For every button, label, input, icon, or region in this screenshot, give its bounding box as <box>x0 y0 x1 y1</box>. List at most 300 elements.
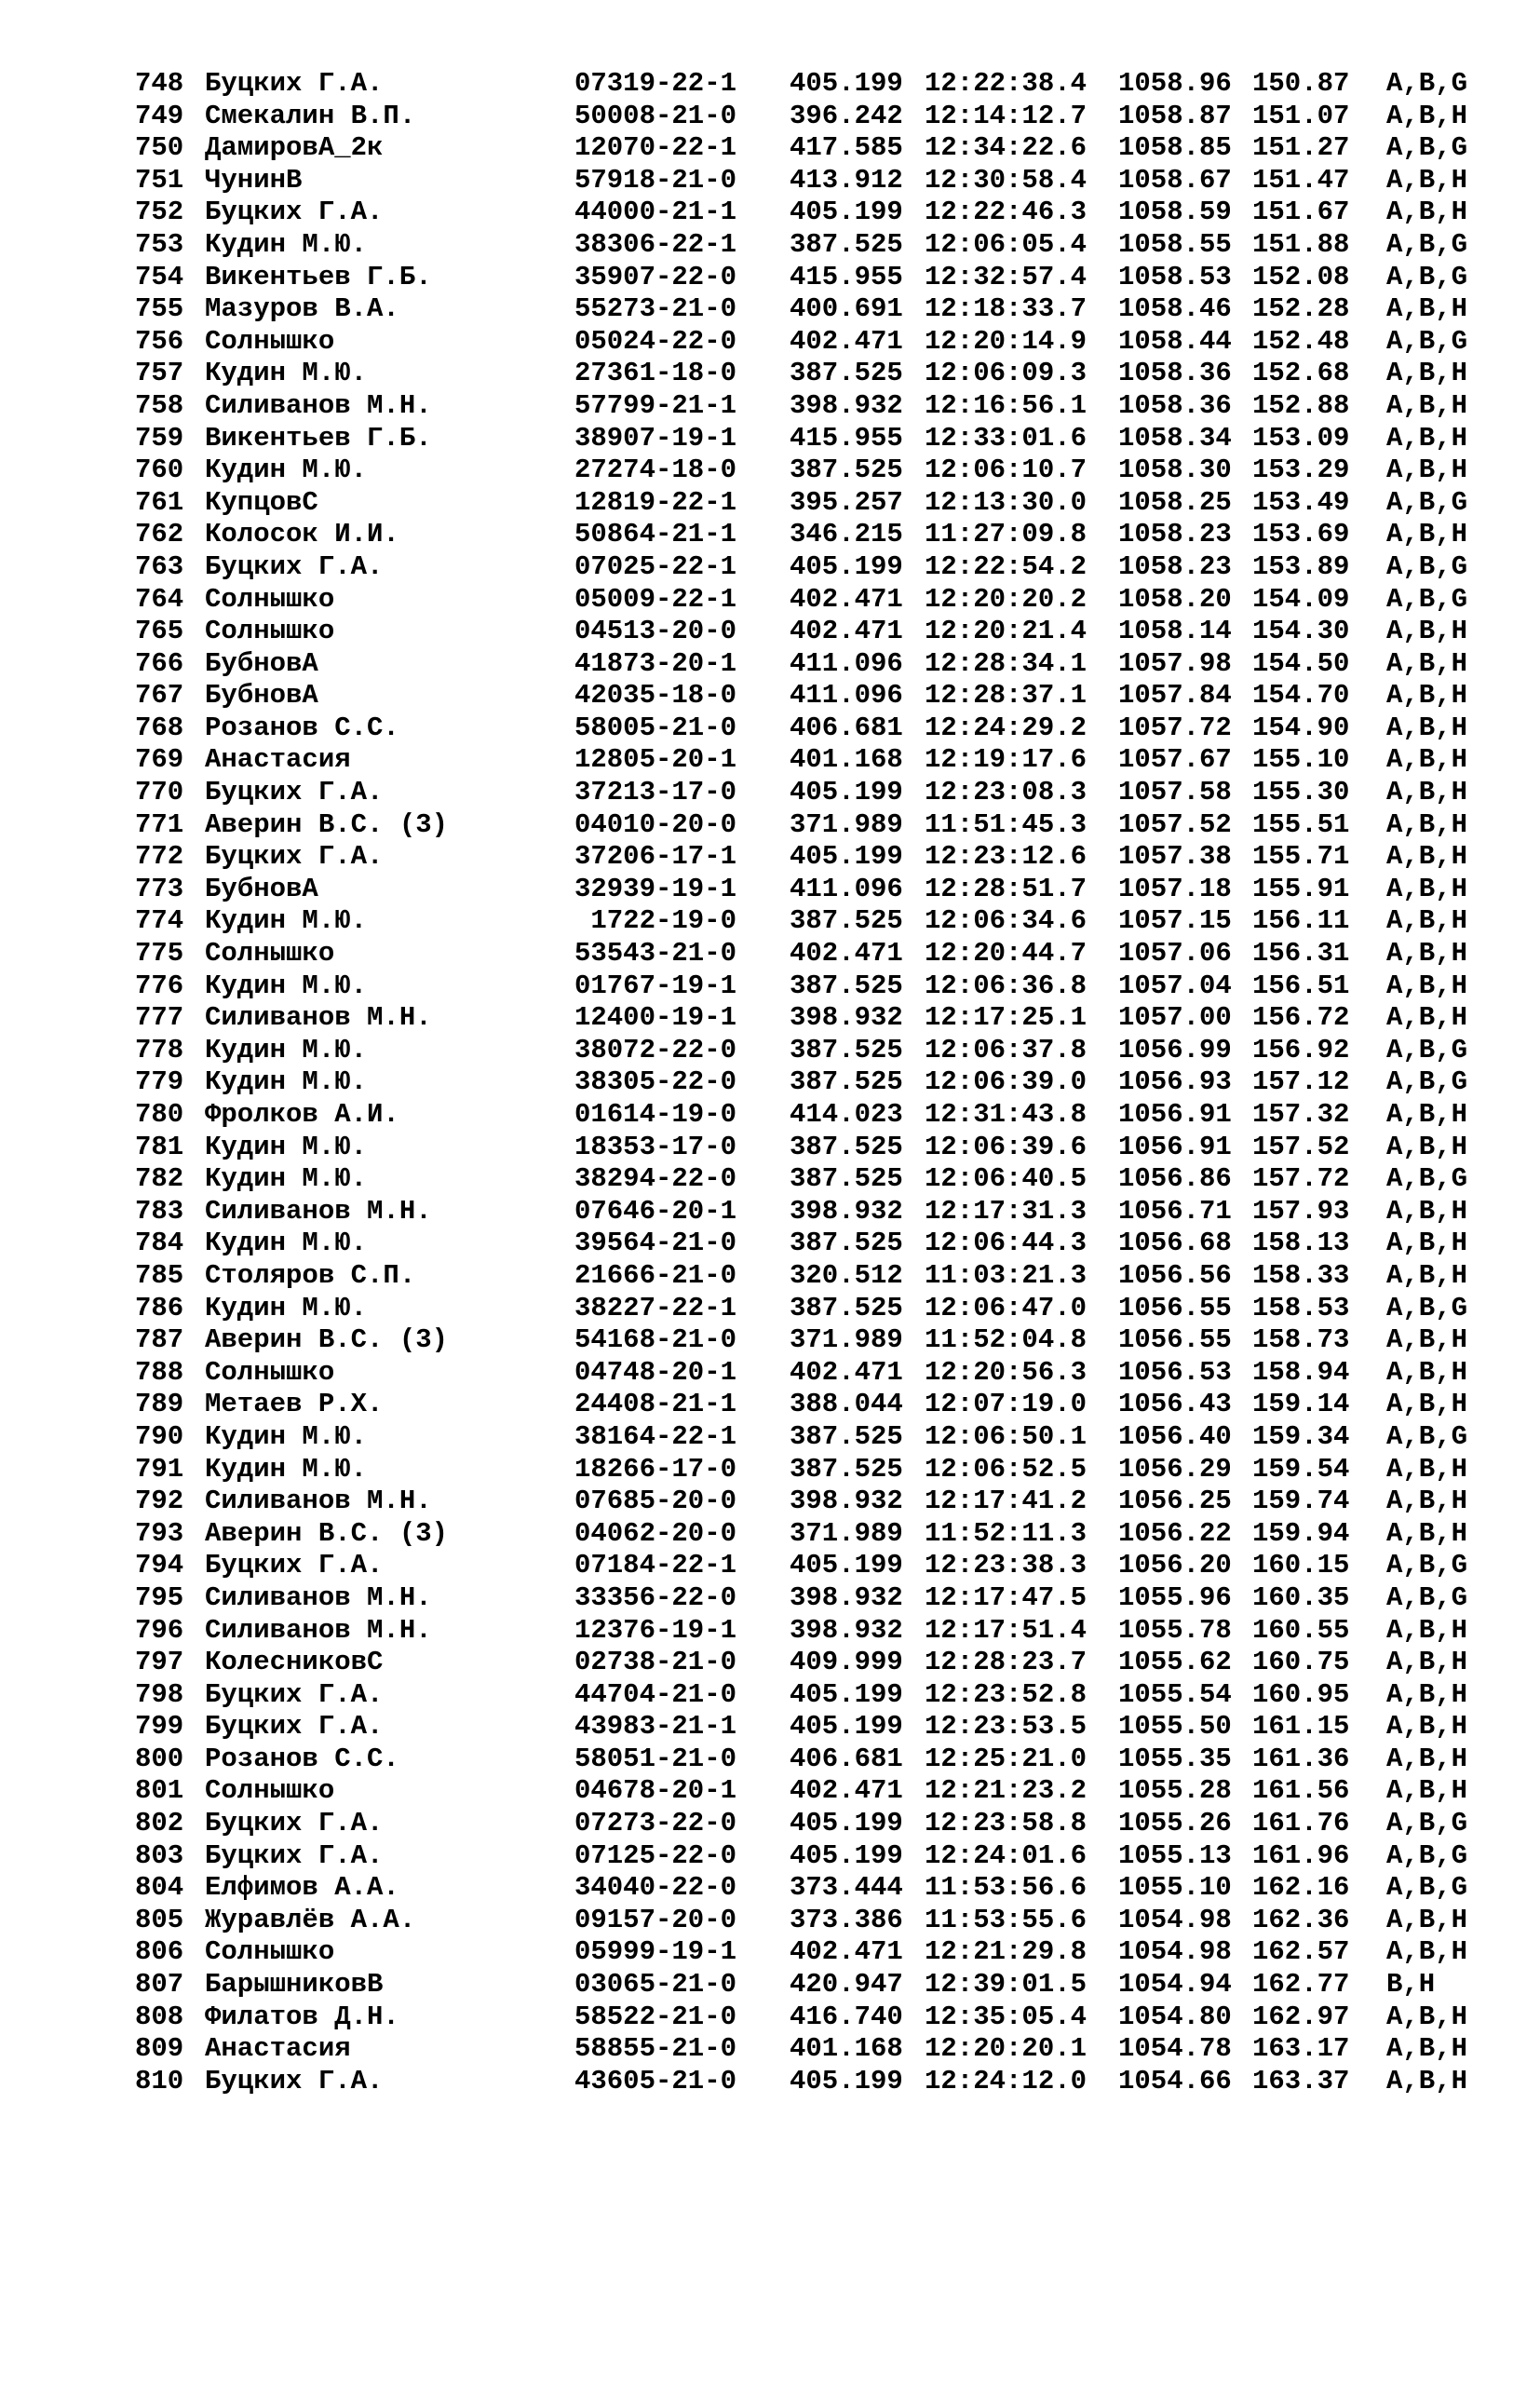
result-row <box>135 1034 1468 1067</box>
speed: 1058.30 <box>1118 455 1232 486</box>
result-row <box>135 293 1468 326</box>
result-row <box>135 1904 1468 1937</box>
coefficient: 153.49 <box>1252 486 1350 518</box>
ring-number: 12819-22-1 <box>574 486 736 518</box>
result-row <box>135 2001 1468 2034</box>
distance: 387.525 <box>790 1453 903 1485</box>
category-flags: A,B,H <box>1386 358 1468 389</box>
distance: 405.199 <box>790 2065 903 2096</box>
row-number: 788 <box>135 1356 184 1388</box>
row-number: 803 <box>135 1839 184 1871</box>
ring-number: 12400-19-1 <box>574 1002 736 1034</box>
distance: 387.525 <box>790 358 903 389</box>
category-flags: A,B,G <box>1386 486 1468 518</box>
result-row <box>135 455 1468 487</box>
fancier-name: Столяров С.П. <box>205 1259 416 1291</box>
result-row <box>135 647 1468 681</box>
coefficient: 158.94 <box>1252 1356 1350 1388</box>
row-number: 753 <box>135 228 184 260</box>
row-number: 806 <box>135 1936 184 1968</box>
result-row <box>135 68 1468 101</box>
category-flags: A,B,H <box>1386 647 1468 679</box>
category-flags: A,B,G <box>1386 132 1468 164</box>
ring-number: 07646-20-1 <box>574 1195 736 1227</box>
fancier-name: Анастасия <box>205 2033 351 2065</box>
result-row <box>135 1002 1468 1035</box>
category-flags: A,B,H <box>1386 1356 1468 1388</box>
row-number: 764 <box>135 583 184 615</box>
fancier-name: ЧунинВ <box>205 164 303 196</box>
row-number: 782 <box>135 1163 184 1195</box>
speed: 1054.98 <box>1118 1904 1232 1935</box>
category-flags: A,B,G <box>1386 1808 1468 1839</box>
fancier-name: Кудин М.Ю. <box>205 358 368 389</box>
ring-number: 01767-19-1 <box>574 970 736 1001</box>
distance: 387.525 <box>790 1066 903 1098</box>
arrival-time: 12:06:52.5 <box>925 1453 1087 1485</box>
result-row <box>135 1775 1468 1808</box>
ring-number: 58855-21-0 <box>574 2033 736 2065</box>
result-row <box>135 1969 1436 2001</box>
ring-number: 04748-20-1 <box>574 1356 736 1388</box>
distance: 320.512 <box>790 1259 903 1291</box>
result-row <box>135 1614 1468 1648</box>
fancier-name: Кудин М.Ю. <box>205 970 368 1001</box>
result-row <box>135 1872 1468 1905</box>
result-row <box>135 550 1468 584</box>
fancier-name: Розанов С.С. <box>205 712 399 743</box>
fancier-name: Кудин М.Ю. <box>205 1292 368 1323</box>
speed: 1056.55 <box>1118 1324 1232 1356</box>
ring-number: 07025-22-1 <box>574 550 736 582</box>
coefficient: 159.74 <box>1252 1486 1350 1517</box>
arrival-time: 12:28:51.7 <box>925 873 1087 904</box>
speed: 1056.86 <box>1118 1163 1232 1195</box>
row-number: 781 <box>135 1131 184 1162</box>
fancier-name: Кудин М.Ю. <box>205 1453 368 1485</box>
speed: 1057.67 <box>1118 744 1232 776</box>
category-flags: A,B,H <box>1386 1517 1468 1549</box>
category-flags: A,B,H <box>1386 1324 1468 1356</box>
fancier-name: Силиванов М.Н. <box>205 389 432 421</box>
fancier-name: Кудин М.Ю. <box>205 228 368 260</box>
row-number: 772 <box>135 841 184 873</box>
result-row <box>135 486 1468 520</box>
arrival-time: 12:20:44.7 <box>925 938 1087 970</box>
distance: 405.199 <box>790 841 903 873</box>
arrival-time: 12:06:47.0 <box>925 1292 1087 1323</box>
row-number: 790 <box>135 1420 184 1452</box>
arrival-time: 11:53:56.6 <box>925 1872 1087 1904</box>
ring-number: 18266-17-0 <box>574 1453 736 1485</box>
distance: 401.168 <box>790 744 903 776</box>
ring-number: 04513-20-0 <box>574 616 736 647</box>
fancier-name: Буцких Г.А. <box>205 197 384 228</box>
coefficient: 154.30 <box>1252 616 1350 647</box>
speed: 1058.20 <box>1118 583 1232 615</box>
fancier-name: Силиванов М.Н. <box>205 1581 432 1613</box>
distance: 411.096 <box>790 680 903 712</box>
row-number: 771 <box>135 808 184 840</box>
result-row <box>135 808 1468 842</box>
result-row <box>135 1647 1468 1679</box>
arrival-time: 12:20:20.2 <box>925 583 1087 615</box>
row-number: 810 <box>135 2065 184 2096</box>
distance: 400.691 <box>790 293 903 325</box>
speed: 1056.22 <box>1118 1517 1232 1549</box>
row-number: 765 <box>135 616 184 647</box>
category-flags: A,B,G <box>1386 1292 1468 1323</box>
distance: 398.932 <box>790 1486 903 1517</box>
row-number: 794 <box>135 1550 184 1581</box>
distance: 398.932 <box>790 1195 903 1227</box>
speed: 1058.44 <box>1118 325 1232 357</box>
distance: 398.932 <box>790 1002 903 1034</box>
coefficient: 161.96 <box>1252 1839 1350 1871</box>
ring-number: 34040-22-0 <box>574 1872 736 1904</box>
ring-number: 04062-20-0 <box>574 1517 736 1549</box>
category-flags: A,B,G <box>1386 1872 1468 1904</box>
arrival-time: 12:30:58.4 <box>925 164 1087 196</box>
distance: 405.199 <box>790 777 903 808</box>
ring-number: 05999-19-1 <box>574 1936 736 1968</box>
arrival-time: 12:19:17.6 <box>925 744 1087 776</box>
result-row <box>135 100 1468 133</box>
coefficient: 158.13 <box>1252 1228 1350 1259</box>
row-number: 774 <box>135 905 184 937</box>
speed: 1055.26 <box>1118 1808 1232 1839</box>
coefficient: 153.09 <box>1252 422 1350 454</box>
fancier-name: Викентьев Г.Б. <box>205 422 432 454</box>
fancier-name: Буцких Г.А. <box>205 1839 384 1871</box>
coefficient: 156.72 <box>1252 1002 1350 1034</box>
coefficient: 153.69 <box>1252 519 1350 550</box>
arrival-time: 12:24:29.2 <box>925 712 1087 743</box>
result-row <box>135 1131 1468 1164</box>
speed: 1058.23 <box>1118 550 1232 582</box>
speed: 1058.23 <box>1118 519 1232 550</box>
speed: 1055.10 <box>1118 1872 1232 1904</box>
result-row <box>135 519 1468 551</box>
coefficient: 155.30 <box>1252 777 1350 808</box>
ring-number: 27361-18-0 <box>574 358 736 389</box>
arrival-time: 12:06:44.3 <box>925 1228 1087 1259</box>
fancier-name: Солнышко <box>205 938 335 970</box>
speed: 1058.85 <box>1118 132 1232 164</box>
row-number: 808 <box>135 2001 184 2032</box>
fancier-name: Анастасия <box>205 744 351 776</box>
coefficient: 161.56 <box>1252 1775 1350 1807</box>
ring-number: 58005-21-0 <box>574 712 736 743</box>
ring-number: 04010-20-0 <box>574 808 736 840</box>
result-row <box>135 1163 1468 1196</box>
ring-number: 38227-22-1 <box>574 1292 736 1323</box>
speed: 1056.25 <box>1118 1486 1232 1517</box>
distance: 387.525 <box>790 970 903 1001</box>
arrival-time: 12:28:37.1 <box>925 680 1087 712</box>
distance: 398.932 <box>790 389 903 421</box>
speed: 1056.55 <box>1118 1292 1232 1323</box>
category-flags: A,B,H <box>1386 2001 1468 2032</box>
result-row <box>135 1389 1468 1421</box>
result-row <box>135 132 1468 165</box>
row-number: 758 <box>135 389 184 421</box>
distance: 420.947 <box>790 1969 903 2001</box>
arrival-time: 12:06:37.8 <box>925 1034 1087 1065</box>
distance: 405.199 <box>790 197 903 228</box>
result-row <box>135 1517 1468 1551</box>
category-flags: A,B,G <box>1386 1066 1468 1098</box>
ring-number: 58522-21-0 <box>574 2001 736 2032</box>
result-row <box>135 358 1468 390</box>
fancier-name: Буцких Г.А. <box>205 68 384 99</box>
result-row <box>135 712 1468 745</box>
arrival-time: 12:22:46.3 <box>925 197 1087 228</box>
fancier-name: Метаев Р.Х. <box>205 1389 384 1420</box>
row-number: 778 <box>135 1034 184 1065</box>
ring-number: 27274-18-0 <box>574 455 736 486</box>
distance: 416.740 <box>790 2001 903 2032</box>
coefficient: 159.54 <box>1252 1453 1350 1485</box>
fancier-name: Колосок И.И. <box>205 519 399 550</box>
speed: 1057.18 <box>1118 873 1232 904</box>
distance: 413.912 <box>790 164 903 196</box>
arrival-time: 12:14:12.7 <box>925 100 1087 131</box>
arrival-time: 12:31:43.8 <box>925 1099 1087 1130</box>
ring-number: 42035-18-0 <box>574 680 736 712</box>
speed: 1058.36 <box>1118 389 1232 421</box>
result-row <box>135 1743 1468 1776</box>
arrival-time: 12:20:21.4 <box>925 616 1087 647</box>
distance: 405.199 <box>790 68 903 99</box>
ring-number: 54168-21-0 <box>574 1324 736 1356</box>
arrival-time: 12:06:50.1 <box>925 1420 1087 1452</box>
arrival-time: 12:06:39.0 <box>925 1066 1087 1098</box>
row-number: 775 <box>135 938 184 970</box>
fancier-name: Аверин В.С. (3) <box>205 1517 449 1549</box>
coefficient: 158.73 <box>1252 1324 1350 1356</box>
result-row <box>135 228 1468 262</box>
ring-number: 44704-21-0 <box>574 1678 736 1710</box>
coefficient: 156.11 <box>1252 905 1350 937</box>
arrival-time: 12:32:57.4 <box>925 261 1087 292</box>
result-row <box>135 1292 1468 1325</box>
ring-number: 50008-21-0 <box>574 100 736 131</box>
speed: 1058.36 <box>1118 358 1232 389</box>
coefficient: 157.52 <box>1252 1131 1350 1162</box>
fancier-name: Буцких Г.А. <box>205 550 384 582</box>
fancier-name: Кудин М.Ю. <box>205 905 368 937</box>
arrival-time: 11:52:11.3 <box>925 1517 1087 1549</box>
ring-number: 38294-22-0 <box>574 1163 736 1195</box>
category-flags: A,B,H <box>1386 970 1468 1001</box>
category-flags: A,B,H <box>1386 1936 1468 1968</box>
category-flags: A,B,H <box>1386 1195 1468 1227</box>
row-number: 791 <box>135 1453 184 1485</box>
category-flags: A,B,H <box>1386 389 1468 421</box>
distance: 398.932 <box>790 1614 903 1646</box>
row-number: 795 <box>135 1581 184 1613</box>
fancier-name: Кудин М.Ю. <box>205 1066 368 1098</box>
row-number: 801 <box>135 1775 184 1807</box>
speed: 1055.50 <box>1118 1711 1232 1743</box>
category-flags: A,B,H <box>1386 1228 1468 1259</box>
category-flags: A,B,G <box>1386 261 1468 292</box>
category-flags: A,B,G <box>1386 228 1468 260</box>
results-list <box>135 68 1468 2097</box>
distance: 405.199 <box>790 550 903 582</box>
fancier-name: Силиванов М.Н. <box>205 1614 432 1646</box>
row-number: 763 <box>135 550 184 582</box>
result-row <box>135 938 1468 970</box>
coefficient: 162.77 <box>1252 1969 1350 2001</box>
ring-number: 41873-20-1 <box>574 647 736 679</box>
row-number: 770 <box>135 777 184 808</box>
speed: 1056.20 <box>1118 1550 1232 1581</box>
fancier-name: Буцких Г.А. <box>205 841 384 873</box>
fancier-name: Буцких Г.А. <box>205 1808 384 1839</box>
category-flags: A,B,H <box>1386 1453 1468 1485</box>
distance: 387.525 <box>790 1420 903 1452</box>
distance: 406.681 <box>790 712 903 743</box>
row-number: 767 <box>135 680 184 712</box>
coefficient: 151.67 <box>1252 197 1350 228</box>
result-row <box>135 422 1468 455</box>
fancier-name: Филатов Д.Н. <box>205 2001 399 2032</box>
row-number: 766 <box>135 647 184 679</box>
coefficient: 152.88 <box>1252 389 1350 421</box>
ring-number: 07319-22-1 <box>574 68 736 99</box>
speed: 1057.15 <box>1118 905 1232 937</box>
row-number: 755 <box>135 293 184 325</box>
ring-number: 07685-20-0 <box>574 1486 736 1517</box>
speed: 1058.53 <box>1118 261 1232 292</box>
category-flags: A,B,H <box>1386 680 1468 712</box>
coefficient: 163.17 <box>1252 2033 1350 2065</box>
fancier-name: КолесниковС <box>205 1647 384 1678</box>
fancier-name: Буцких Г.А. <box>205 2065 384 2096</box>
result-row <box>135 197 1468 229</box>
speed: 1057.52 <box>1118 808 1232 840</box>
fancier-name: Буцких Г.А. <box>205 1711 384 1743</box>
category-flags: A,B,H <box>1386 938 1468 970</box>
arrival-time: 12:23:52.8 <box>925 1678 1087 1710</box>
category-flags: A,B,H <box>1386 1002 1468 1034</box>
ring-number: 53543-21-0 <box>574 938 736 970</box>
arrival-time: 12:33:01.6 <box>925 422 1087 454</box>
ring-number: 03065-21-0 <box>574 1969 736 2001</box>
row-number: 789 <box>135 1389 184 1420</box>
distance: 402.471 <box>790 616 903 647</box>
coefficient: 158.53 <box>1252 1292 1350 1323</box>
speed: 1057.72 <box>1118 712 1232 743</box>
fancier-name: Солнышко <box>205 583 335 615</box>
result-row <box>135 1936 1468 1969</box>
arrival-time: 12:17:25.1 <box>925 1002 1087 1034</box>
coefficient: 155.91 <box>1252 873 1350 904</box>
coefficient: 159.14 <box>1252 1389 1350 1420</box>
row-number: 796 <box>135 1614 184 1646</box>
category-flags: A,B,H <box>1386 1614 1468 1646</box>
fancier-name: Кудин М.Ю. <box>205 1131 368 1162</box>
ring-number: 1722-19-0 <box>590 905 736 937</box>
ring-number: 18353-17-0 <box>574 1131 736 1162</box>
row-number: 751 <box>135 164 184 196</box>
ring-number: 05009-22-1 <box>574 583 736 615</box>
distance: 387.525 <box>790 1131 903 1162</box>
row-number: 809 <box>135 2033 184 2065</box>
speed: 1056.40 <box>1118 1420 1232 1452</box>
category-flags: A,B,H <box>1386 2033 1468 2065</box>
category-flags: A,B,H <box>1386 1259 1468 1291</box>
fancier-name: Солнышко <box>205 1775 335 1807</box>
result-row <box>135 1066 1468 1099</box>
arrival-time: 12:23:12.6 <box>925 841 1087 873</box>
fancier-name: Викентьев Г.Б. <box>205 261 432 292</box>
result-row <box>135 680 1468 712</box>
distance: 387.525 <box>790 1292 903 1323</box>
coefficient: 154.50 <box>1252 647 1350 679</box>
category-flags: B,H <box>1386 1969 1436 2001</box>
category-flags: A,B,H <box>1386 777 1468 808</box>
arrival-time: 12:17:47.5 <box>925 1581 1087 1613</box>
speed: 1058.25 <box>1118 486 1232 518</box>
arrival-time: 12:20:20.1 <box>925 2033 1087 2065</box>
row-number: 754 <box>135 261 184 292</box>
coefficient: 162.36 <box>1252 1904 1350 1935</box>
row-number: 756 <box>135 325 184 357</box>
result-row <box>135 1550 1468 1582</box>
coefficient: 159.94 <box>1252 1517 1350 1549</box>
category-flags: A,B,H <box>1386 164 1468 196</box>
fancier-name: Кудин М.Ю. <box>205 1034 368 1065</box>
fancier-name: Мазуров В.А. <box>205 293 399 325</box>
coefficient: 163.37 <box>1252 2065 1350 2096</box>
speed: 1056.93 <box>1118 1066 1232 1098</box>
distance: 387.525 <box>790 905 903 937</box>
category-flags: A,B,H <box>1386 905 1468 937</box>
distance: 371.989 <box>790 808 903 840</box>
ring-number: 33356-22-0 <box>574 1581 736 1613</box>
coefficient: 160.15 <box>1252 1550 1350 1581</box>
distance: 401.168 <box>790 2033 903 2065</box>
distance: 388.044 <box>790 1389 903 1420</box>
distance: 415.955 <box>790 261 903 292</box>
speed: 1055.28 <box>1118 1775 1232 1807</box>
fancier-name: БубновА <box>205 873 318 904</box>
category-flags: A,B,H <box>1386 1131 1468 1162</box>
category-flags: A,B,H <box>1386 1743 1468 1774</box>
row-number: 750 <box>135 132 184 164</box>
category-flags: A,B,H <box>1386 873 1468 904</box>
ring-number: 43983-21-1 <box>574 1711 736 1743</box>
speed: 1054.78 <box>1118 2033 1232 2065</box>
category-flags: A,B,H <box>1386 100 1468 131</box>
distance: 417.585 <box>790 132 903 164</box>
distance: 373.444 <box>790 1872 903 1904</box>
coefficient: 162.16 <box>1252 1872 1350 1904</box>
coefficient: 160.95 <box>1252 1678 1350 1710</box>
arrival-time: 12:23:08.3 <box>925 777 1087 808</box>
result-row <box>135 905 1468 938</box>
category-flags: A,B,H <box>1386 197 1468 228</box>
row-number: 792 <box>135 1486 184 1517</box>
row-number: 761 <box>135 486 184 518</box>
row-number: 749 <box>135 100 184 131</box>
coefficient: 156.51 <box>1252 970 1350 1001</box>
coefficient: 157.72 <box>1252 1163 1350 1195</box>
arrival-time: 11:51:45.3 <box>925 808 1087 840</box>
